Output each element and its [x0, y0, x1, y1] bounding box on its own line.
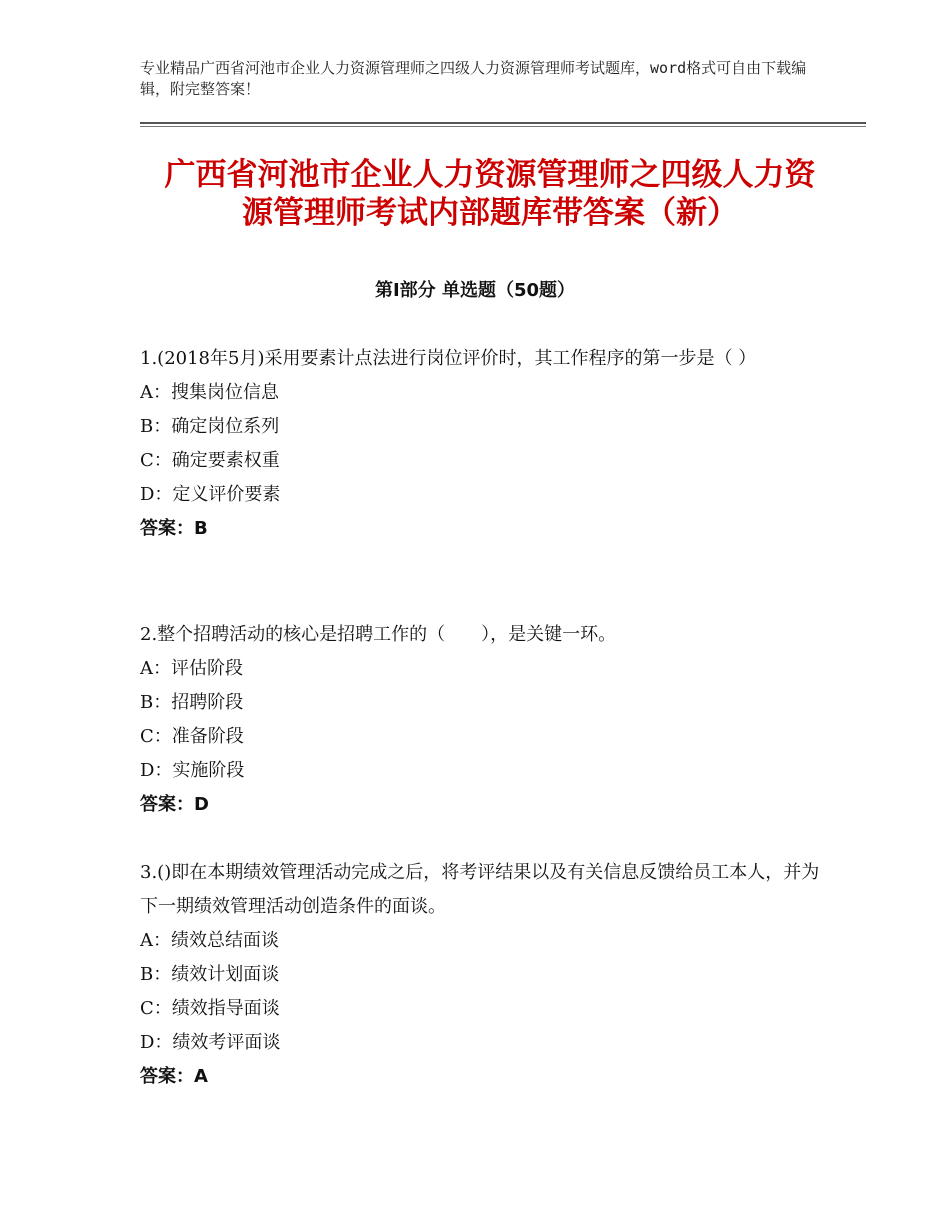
header-note: 专业精品广西省河池市企业人力资源管理师之四级人力资源管理师考试题库，word格式可自由下载编辑，附完整答案！ [140, 59, 807, 98]
answer: 答案：B [140, 518, 208, 539]
answer: 答案：D [140, 794, 209, 815]
option-b: B：招聘阶段 [140, 692, 244, 713]
question-stem: 3.()即在本期绩效管理活动完成之后，将考评结果以及有关信息反馈给员工本人，并为下一期绩效管理活动创造条件的面谈。 [140, 862, 820, 917]
option-d: D：实施阶段 [140, 760, 245, 781]
option-b: B：绩效计划面谈 [140, 964, 280, 985]
option-a: A：评估阶段 [140, 658, 243, 679]
option-d: D：定义评价要素 [140, 484, 281, 505]
document-title: 广西省河池市企业人力资源管理师之四级人力资源管理师考试内部题库带答案（新） [164, 157, 816, 231]
option-c: C：准备阶段 [140, 726, 244, 747]
section-title: 第Ⅰ部分 单选题（50题） [374, 280, 575, 301]
option-a: A：绩效总结面谈 [140, 930, 279, 951]
answer: 答案：A [140, 1066, 208, 1087]
option-c: C：绩效指导面谈 [140, 998, 280, 1019]
question-2 [140, 618, 820, 822]
question-stem: 2.整个招聘活动的核心是招聘工作的（ ），是关键一环。 [140, 624, 617, 645]
option-c: C：确定要素权重 [140, 450, 280, 471]
header-divider [140, 122, 866, 124]
option-a: A：搜集岗位信息 [140, 382, 279, 403]
option-d: D：绩效考评面谈 [140, 1032, 281, 1053]
question-3 [140, 856, 820, 1094]
question-1 [140, 342, 820, 546]
header-divider-thin [140, 126, 866, 127]
option-b: B：确定岗位系列 [140, 416, 280, 437]
question-stem: 1.(2018年5月)采用要素计点法进行岗位评价时，其工作程序的第一步是（ ） [140, 348, 757, 369]
